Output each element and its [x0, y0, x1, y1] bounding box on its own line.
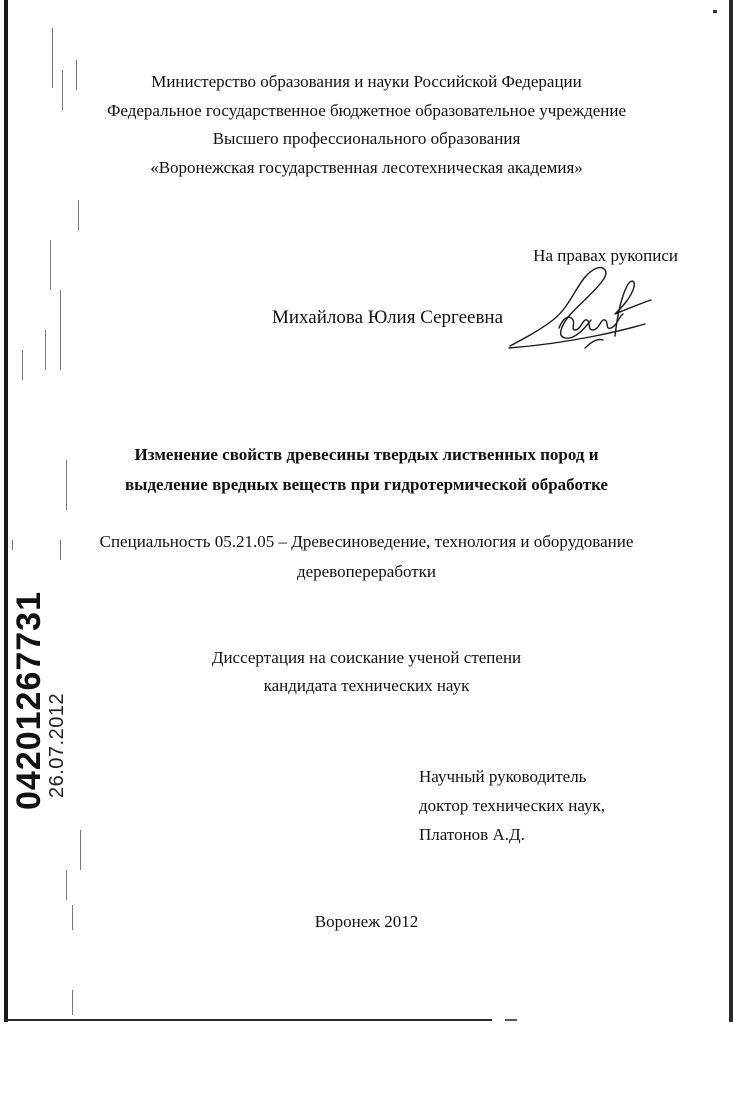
title-line: Изменение свойств древесины твердых лиственных пород и [134, 445, 599, 464]
institution-header [0, 68, 733, 182]
ministry-line: Министерство образования и науки Российской Федерации [151, 72, 582, 91]
institution-type-line: Федеральное государственное бюджетное образовательное учреждение [106, 100, 627, 120]
supervisor-role: Научный руководитель [419, 767, 587, 786]
degree-line: кандидата технических наук [263, 676, 470, 695]
specialty-line: деревопереработки [296, 562, 437, 581]
specialty-line: Специальность 05.21.05 – Древесиноведение, технология и оборудование [99, 532, 634, 551]
supervisor-block [419, 762, 605, 849]
scan-topright-mark [713, 10, 717, 13]
specialty [0, 527, 733, 587]
supervisor-degree: доктор технических наук, [419, 796, 606, 815]
supervisor-name: Платонов А.Д. [419, 825, 525, 844]
title-line: выделение вредных веществ при гидротермической обработке [125, 475, 608, 494]
scan-bottom-dash [505, 1019, 517, 1021]
dissertation-title [0, 440, 733, 500]
library-stamp [10, 590, 68, 810]
degree-line: Диссертация на соискание ученой степени [211, 648, 522, 667]
academy-name-line: «Воронежская государственная лесотехническая академия» [150, 157, 583, 177]
library-stamp-code: 04201267731 [10, 590, 48, 810]
manuscript-note: На правах рукописи [533, 246, 678, 265]
author-name: Михайлова Юлия Сергеевна [272, 307, 504, 328]
degree-statement [0, 644, 733, 700]
city-year: Воронеж 2012 [314, 912, 419, 931]
signature-icon [505, 258, 655, 358]
library-stamp-date: 26.07.2012 [46, 692, 68, 798]
education-level-line: Высшего профессионального образования [212, 129, 521, 148]
scan-bottom-border [4, 1019, 492, 1021]
